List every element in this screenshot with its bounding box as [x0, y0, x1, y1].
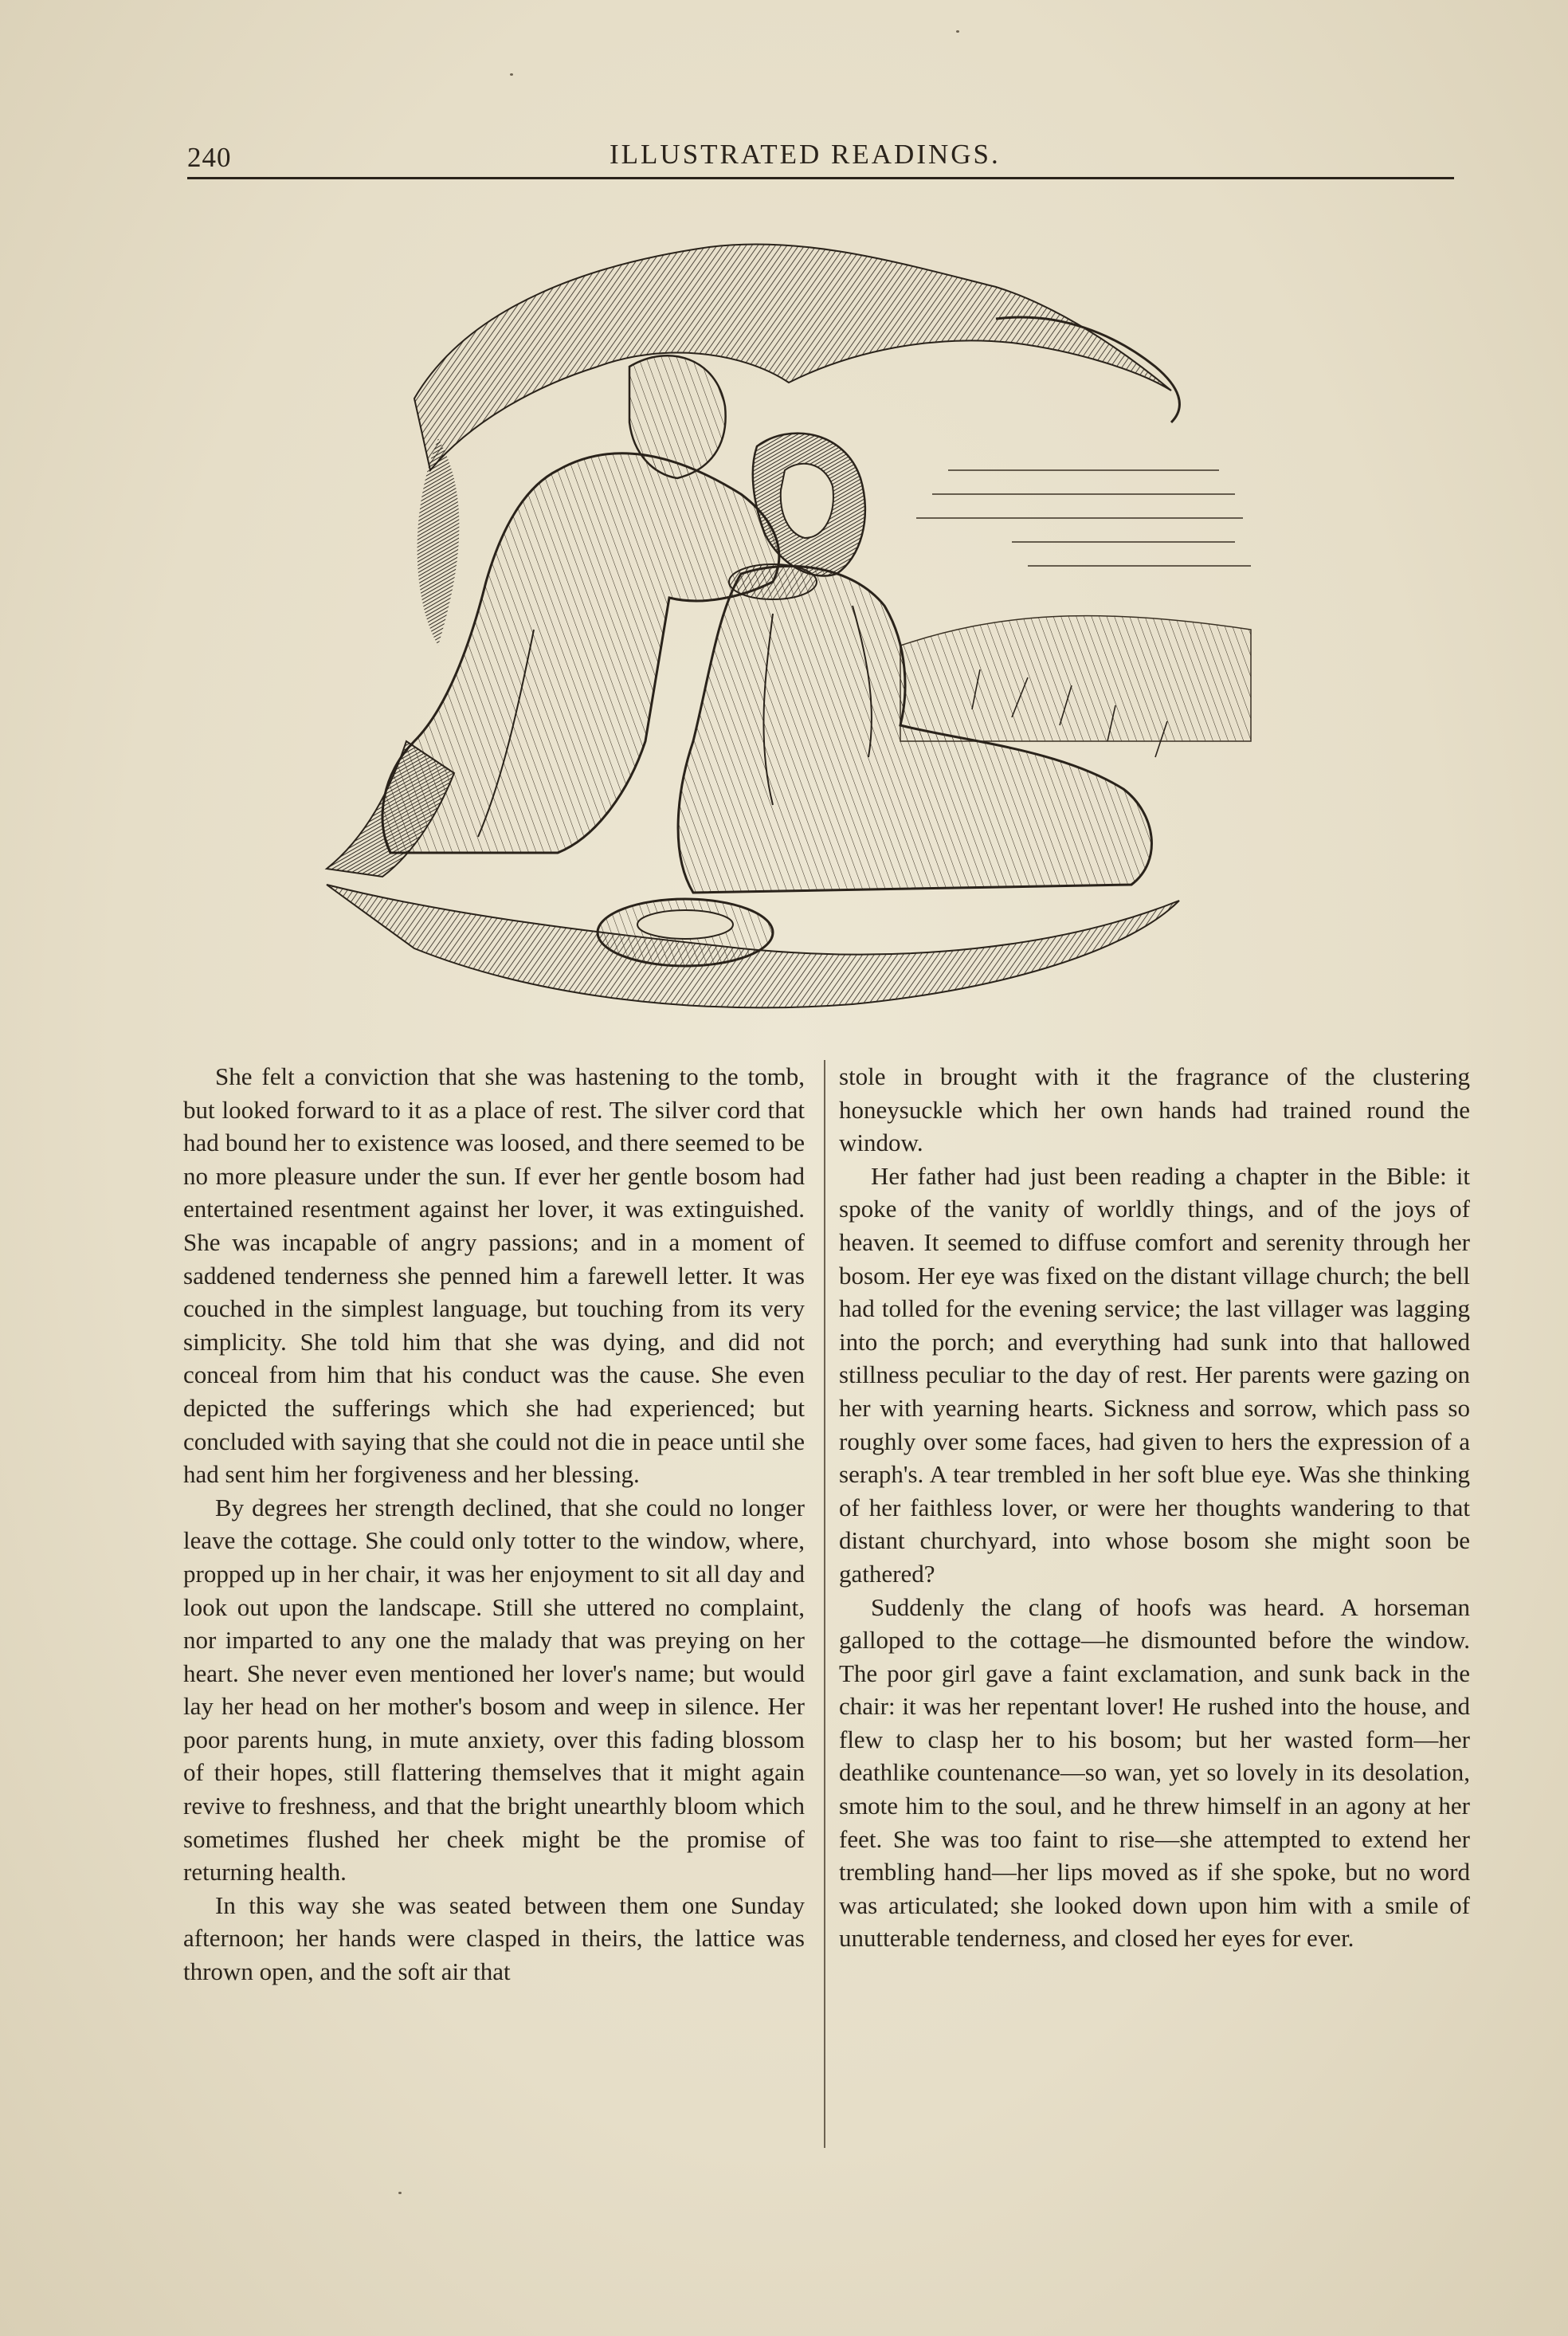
- page-header: [187, 135, 1454, 182]
- paragraph: Suddenly the clang of hoofs was heard. A horseman galloped to the cottage—he dismounted before the window. The poor girl gave a faint exclamation, and sunk back in the chair: it was her repentant lover! He rushed into the house, and flew to clasp her to his bosom; but her wasted form—her deathlike countenance—so wan, yet so lovely in its desolation, smote him to the soul, and he threw himself in an agony at her feet. She was too faint to rise—she attempted to extend her trembling hand—her lips moved as if she spoke, but no word was articulated; she looked down upon him with a smile of unutterable tenderness, and closed her eyes for ever.: [839, 1592, 1470, 1953]
- paragraph: stole in brought with it the fragrance of the clustering honeysuckle which her own hands had trained round the window.: [839, 1062, 1470, 1157]
- left-column: [183, 1060, 805, 1989]
- running-title: ILLUSTRATED READINGS.: [610, 139, 1001, 170]
- header-rule: [187, 177, 1454, 179]
- paragraph: She felt a conviction that she was hastening to the tomb, but looked forward to it as a place of rest. The silver cord that had bound her to existence was loosed, and there seemed to be no more pleasure under the sun. If ever her gentle bosom had entertained resentment against her lover, it was extinguished. She was incapable of angry passions; and in a moment of saddened tenderness she penned him a farewell letter. It was couched in the simplest language, but touching from its very simplicity. She told him that she was dying, and did not conceal from him that his conduct was the cause. She even depicted the sufferings which she had experienced; but concluded with saying that she could not die in peace until she had sent him her forgiveness and her blessing.: [183, 1062, 805, 1489]
- paragraph: By degrees her strength declined, that she could no longer leave the cottage. She could only totter to the window, where, propped up in her chair, it was her enjoyment to sit all day and look out upon the landscape. Still she uttered no complaint, nor imparted to any one the malady that was preying on her heart. She never even mentioned her lover's name; but would lay her head on her mother's bosom and weep in silence. Her poor parents hung, in mute anxiety, over this fading blossom of their hopes, still flattering themselves that it might again revive to freshness, and that the bright unearthly bloom which sometimes flushed her cheek might be the promise of returning health.: [183, 1493, 805, 1886]
- paragraph: In this way she was seated between them one Sunday afternoon; her hands were clasped in theirs, the lattice was thrown open, and the soft air that: [183, 1890, 805, 1986]
- column-divider: [824, 1060, 825, 2148]
- paper-speck: [510, 73, 513, 76]
- paragraph: Her father had just been reading a chapter in the Bible: it spoke of the vanity of worldly things, and of the joys of heaven. It seemed to diffuse comfort and serenity through her bosom. Her eye was fixed on the distant village church; the bell had tolled for the evening service; the last villager was lagging into the porch; and everything had sunk into that hallowed stillness peculiar to the day of rest. Her parents were gazing on her with yearning hearts. Sickness and sorrow, which pass so roughly over some faces, had given to hers the expression of a seraph's. A tear trembled in her soft blue eye. Was she thinking of her faithless lover, or were her thoughts wandering to that distant churchyard, into whose bosom she might soon be gathered?: [839, 1161, 1470, 1588]
- page-number: 240: [187, 142, 232, 173]
- paper-speck: [956, 30, 959, 33]
- paper-speck: [398, 2192, 402, 2194]
- engraving-couple-under-tree-icon: [295, 231, 1347, 1020]
- right-column: [839, 1060, 1470, 1955]
